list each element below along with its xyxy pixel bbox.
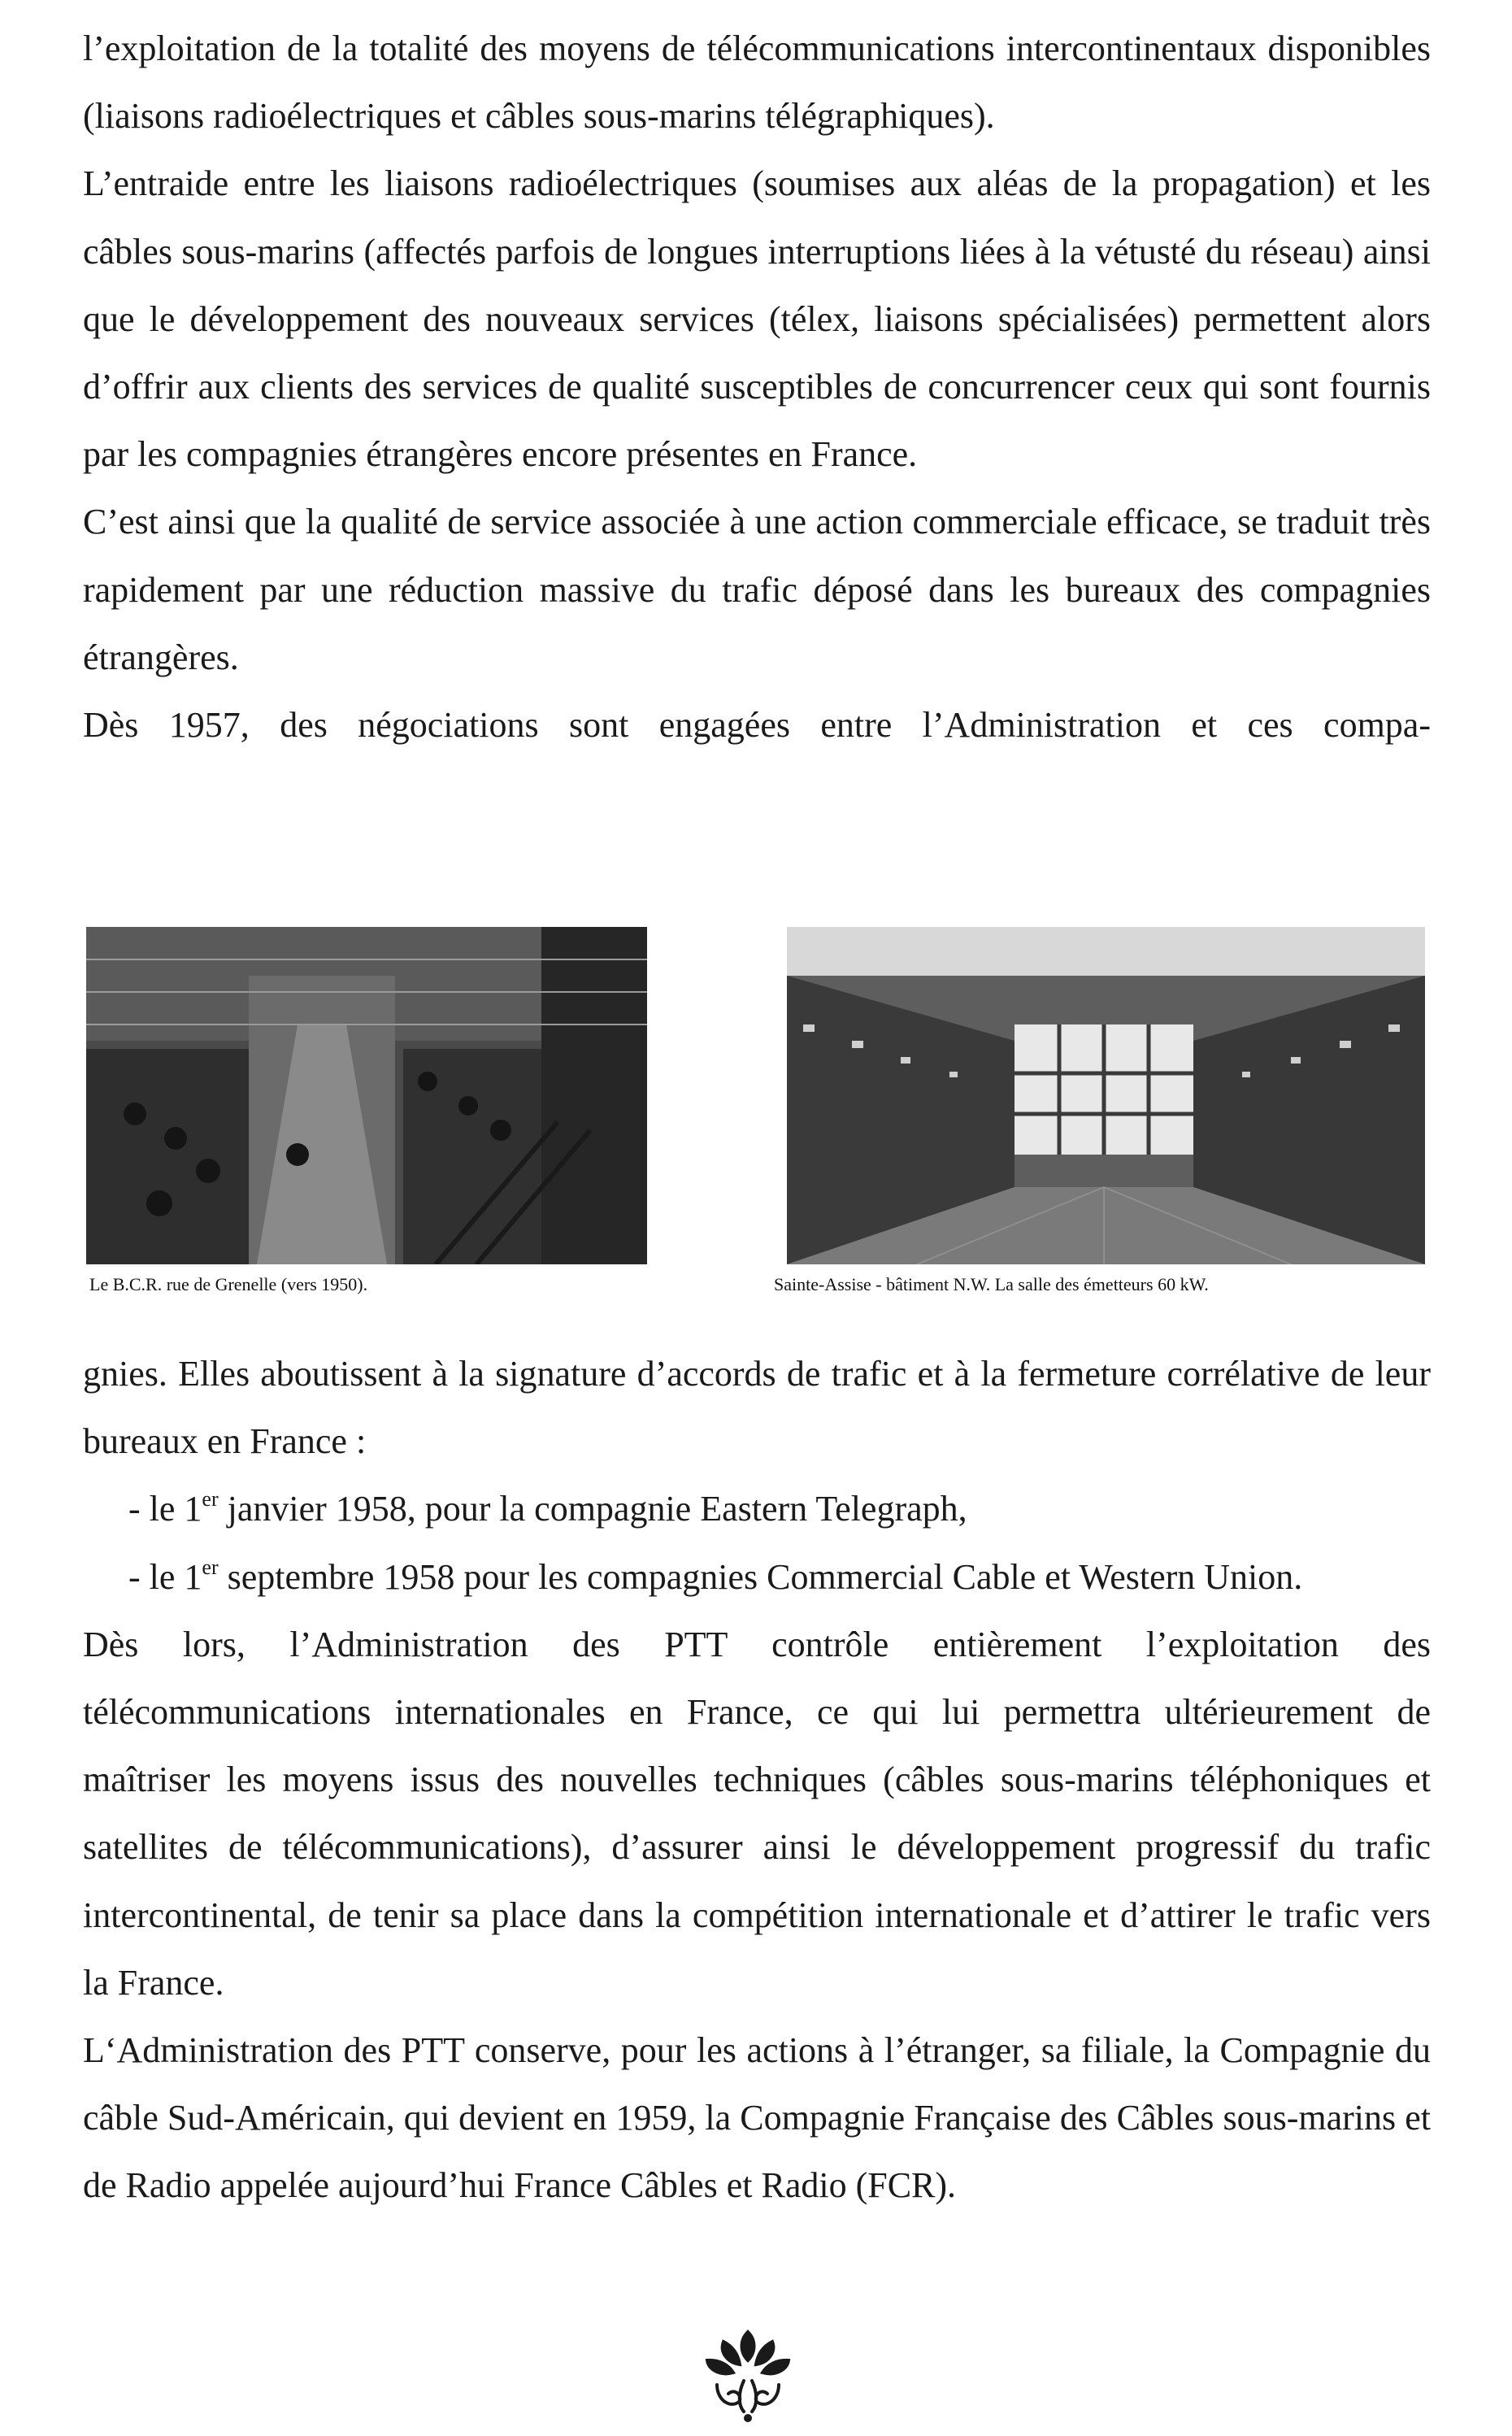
paragraph-entraide: L’entraide entre les liaisons radioélectriques (soumises aux aléas de la propagation) et les câbles sous-marins (affectés parfois de longues interruptions liées à la vétusté du réseau) ainsi que le développement des nouveaux services (télex, liaisons spécialisées) permettent alors d’offrir aux clients des services de qualité susceptibles de concurrencer ceux qui sont fournis par les compagnies étrangères encore présentes en France.	[83, 163, 1431, 475]
text-block-upper	[83, 15, 1431, 759]
caption-left: Le B.C.R. rue de Grenelle (vers 1950).	[89, 1274, 368, 1294]
photo-bcr-grenelle	[86, 927, 647, 1264]
paragraph-accords: gnies. Elles aboutissent à la signature d’accords de trafic et à la fermeture corrélative de leur bureaux en France :	[83, 1354, 1431, 1462]
photo-sainte-assise	[787, 927, 1425, 1264]
list-item-eastern-sup: er	[202, 1487, 219, 1512]
list-item-commercial-prefix: - le 1	[128, 1556, 202, 1597]
caption-right: Sainte-Assise - bâtiment N.W. La salle des émetteurs 60 kW.	[774, 1274, 1209, 1294]
paragraph-negociations: Dès 1957, des négociations sont engagées entre l’Administration et ces compa-	[83, 705, 1431, 746]
paragraph-qualite-service: C’est ainsi que la qualité de service associée à une action commerciale efficace, se traduit très rapidement par une réduction massive du trafic déposé dans les bureaux des compagnies étrangères.	[83, 502, 1431, 677]
list-item-commercial-cable	[83, 1543, 1431, 1611]
paragraph-fcr: L‘Administration des PTT conserve, pour les actions à l’étranger, sa filiale, la Compagnie du câble Sud-Américain, qui devient en 1959, la Compagnie Française des Câbles sous-marins et de Radio appelée aujourd’hui France Câbles et Radio (FCR).	[83, 2030, 1431, 2206]
photo-sainte-assise-image	[787, 927, 1425, 1264]
list-item-eastern-text: janvier 1958, pour la compagnie Eastern Telegraph,	[218, 1489, 967, 1529]
text-block-lower	[83, 1340, 1431, 2220]
paragraph-des-lors: Dès lors, l’Administration des PTT contrôle entièrement l’exploitation des télécommunications internationales en France, ce qui lui permettra ultérieurement de maîtriser les moyens issus des nouvelles techniques (câbles sous-marins téléphoniques et satellites de télécommunications), d’assurer ainsi le développement progressif du trafic intercontinental, de tenir sa place dans la compétition internationale et d’attirer le trafic vers la France.	[83, 1624, 1431, 2003]
list-item-eastern-prefix: - le 1	[128, 1489, 202, 1529]
paragraph-continuation: l’exploitation de la totalité des moyens de télécommunications intercontinentaux disponibles (liaisons radioélectriques et câbles sous-marins télégraphiques).	[83, 28, 1431, 137]
list-item-eastern	[83, 1475, 1431, 1542]
list-item-commercial-text: septembre 1958 pour les compagnies Commercial Cable et Western Union.	[218, 1556, 1303, 1597]
floral-ornament-icon	[699, 2324, 797, 2425]
list-item-commercial-sup: er	[202, 1555, 219, 1579]
photo-bcr-grenelle-image	[86, 927, 647, 1264]
